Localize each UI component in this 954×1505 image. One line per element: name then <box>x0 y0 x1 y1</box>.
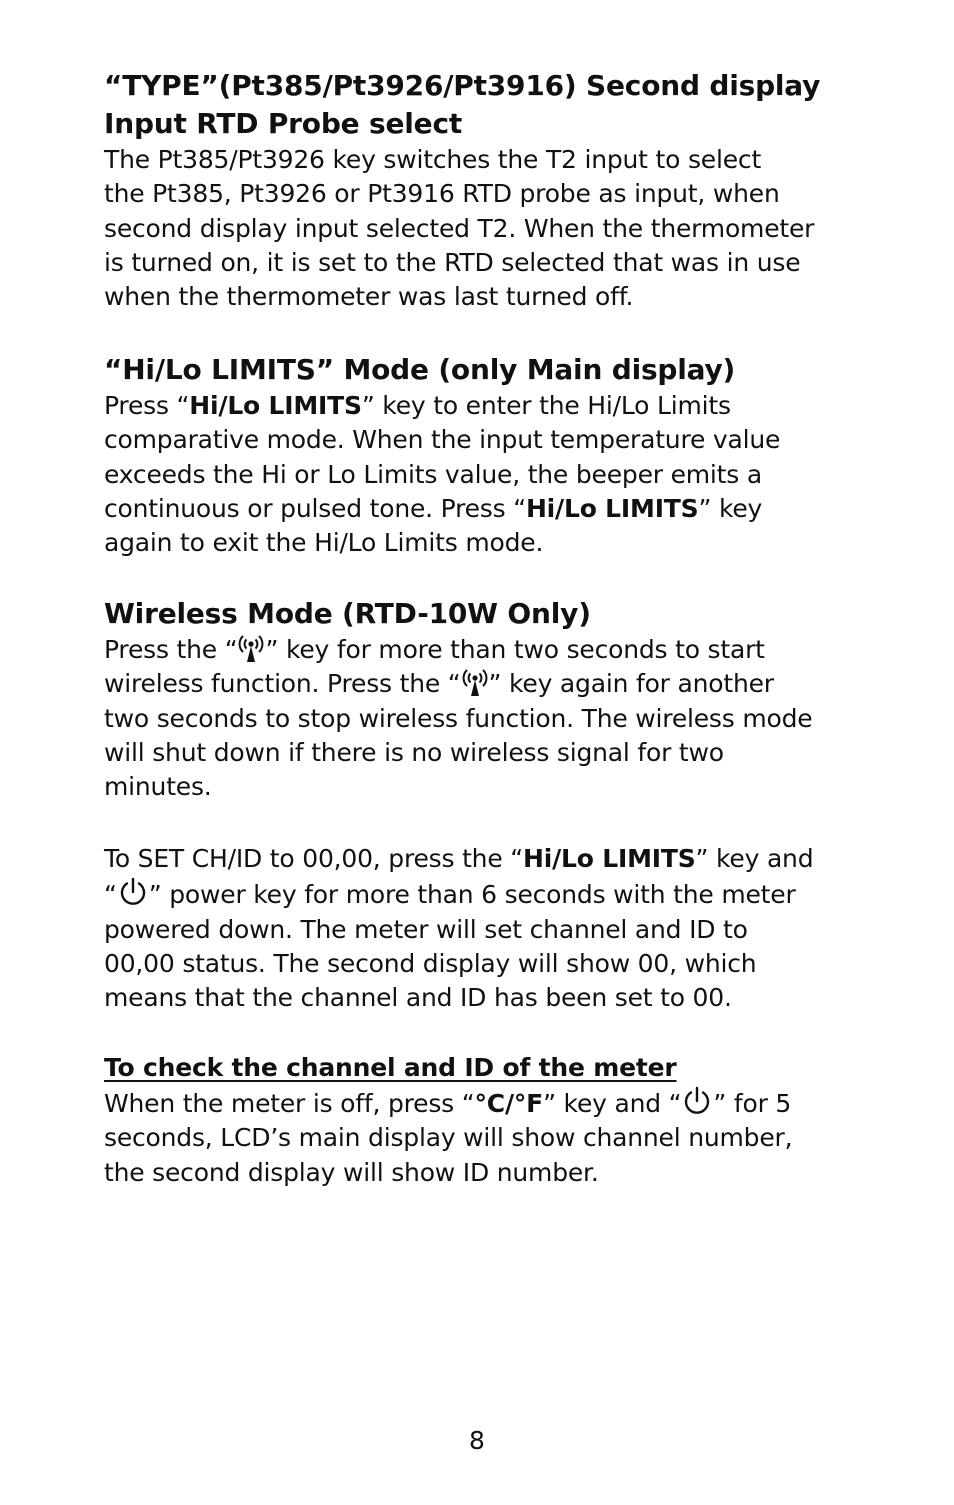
hilo-text: exceeds the Hi or Lo Limits value, the beeper emits a <box>104 459 762 489</box>
check-text: When the meter is off, press “ <box>104 1089 475 1118</box>
setch-text: powered down. The meter will set channel and ID to <box>104 914 748 944</box>
hilo-limits-key: Hi/Lo LIMITS <box>523 844 696 873</box>
check-text: ” key and “ <box>543 1089 682 1118</box>
hilo-section <box>104 351 894 560</box>
wireless-antenna-icon <box>461 667 489 697</box>
type-body-line: is turned on, it is set to the RTD selected that was in use <box>104 247 801 277</box>
type-body-line: when the thermometer was last turned off. <box>104 282 634 312</box>
type-heading: “TYPE”(Pt385/Pt3926/Pt3916) Second display Input RTD Probe select <box>104 69 821 140</box>
wireless-text: ” key again for another <box>488 669 774 699</box>
hilo-limits-key: Hi/Lo LIMITS <box>525 493 699 523</box>
type-body-line: second display input selected T2. When the thermometer <box>104 213 815 243</box>
celsius-fahrenheit-key: °C/°F <box>474 1089 544 1118</box>
hilo-heading: “Hi/Lo LIMITS” Mode (only Main display) <box>104 353 736 386</box>
check-text: the second display will show ID number. <box>104 1157 599 1187</box>
setch-text: 00,00 status. The second display will show 00, which <box>104 948 757 978</box>
hilo-text: continuous or pulsed tone. Press “ <box>104 493 526 523</box>
setch-text: ” power key for more than 6 seconds with the meter <box>148 880 796 910</box>
wireless-text: Press the “ <box>104 635 238 664</box>
power-icon <box>117 876 149 908</box>
check-channel-subheading: To check the channel and ID of the meter <box>104 1053 677 1082</box>
hilo-text: ” key <box>698 493 763 523</box>
setch-text: “ <box>104 880 117 910</box>
hilo-text: again to exit the Hi/Lo Limits mode. <box>104 528 544 558</box>
hilo-text: Press “ <box>104 391 190 420</box>
power-icon <box>681 1085 713 1117</box>
check-channel-body <box>104 1085 894 1190</box>
wireless-heading: Wireless Mode (RTD-10W Only) <box>104 597 591 630</box>
hilo-limits-key: Hi/Lo LIMITS <box>189 391 362 420</box>
wireless-body <box>104 633 894 804</box>
page-number: 8 <box>469 1426 485 1455</box>
wireless-section <box>104 595 894 804</box>
set-ch-id-body <box>104 842 894 1015</box>
wireless-antenna-icon <box>237 633 265 663</box>
set-ch-id-section <box>104 842 894 1015</box>
wireless-text: ” key for more than two seconds to start <box>265 635 765 664</box>
hilo-text: ” key to enter the Hi/Lo Limits <box>361 391 731 420</box>
hilo-body <box>104 389 894 560</box>
wireless-text: wireless function. Press the “ <box>104 669 461 699</box>
setch-text: means that the channel and ID has been set to 00. <box>104 983 732 1013</box>
type-section <box>104 67 894 314</box>
wireless-text: will shut down if there is no wireless signal for two <box>104 737 724 767</box>
setch-text: ” key and <box>695 844 814 873</box>
setch-text: To SET CH/ID to 00,00, press the “ <box>104 844 524 873</box>
wireless-text: two seconds to stop wireless function. The wireless mode <box>104 703 813 733</box>
type-body-line: the Pt385, Pt3926 or Pt3916 RTD probe as input, when <box>104 179 780 209</box>
wireless-text: minutes. <box>104 772 212 802</box>
hilo-text: comparative mode. When the input temperature value <box>104 425 781 455</box>
check-text: seconds, LCD’s main display will show channel number, <box>104 1123 793 1153</box>
check-text: ” for 5 <box>713 1089 792 1118</box>
check-channel-section <box>104 1051 894 1190</box>
type-body <box>104 143 894 314</box>
type-body-line: The Pt385/Pt3926 key switches the T2 input to select <box>104 145 762 174</box>
